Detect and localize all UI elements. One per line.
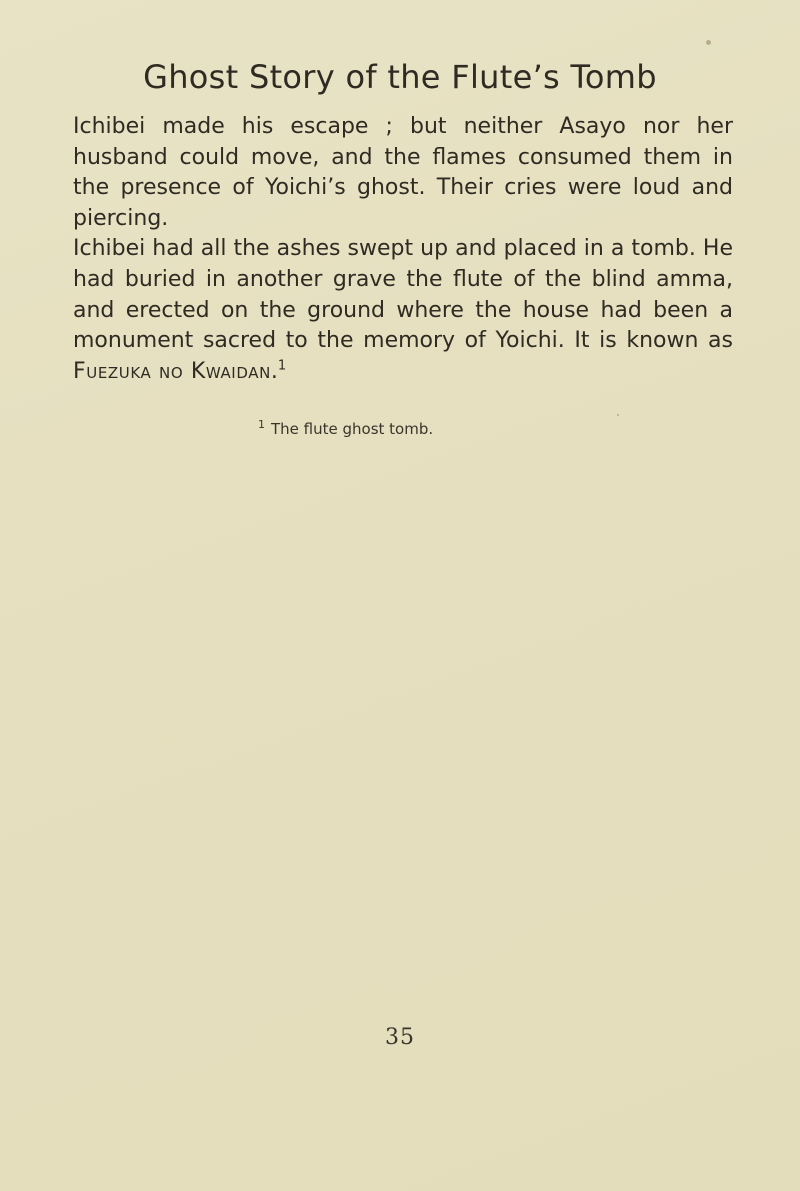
- body-text: [73, 112, 733, 387]
- footnote-number: 1: [258, 418, 265, 431]
- footnote-reference: 1: [277, 358, 287, 374]
- paragraph-2: [73, 234, 733, 387]
- paper-speck: [706, 40, 711, 45]
- paper-speck: [617, 414, 619, 416]
- paragraph-2-text: Ichibei had all the ashes swept up and placed in a tomb. He had buried in another grave the flute of the blind amma, and erected on the ground where the house had been a monument sacred to the memory of Yoichi. It is known as: [73, 236, 733, 354]
- running-title: Ghost Story of the Flute’s Tomb: [143, 58, 657, 96]
- paragraph-1: Ichibei made his escape ; but neither Asayo nor her husband could move, and the flames consumed them in the presence of Yoichi’s ghost. Their cries were loud and piercing.: [73, 114, 733, 231]
- footnote: [258, 420, 433, 438]
- page-number: 35: [385, 1025, 415, 1050]
- footnote-text: The flute ghost tomb.: [271, 420, 434, 438]
- paragraph-2-period: .: [270, 358, 278, 384]
- tomb-name: Fuezuka no Kwaidan: [73, 358, 271, 384]
